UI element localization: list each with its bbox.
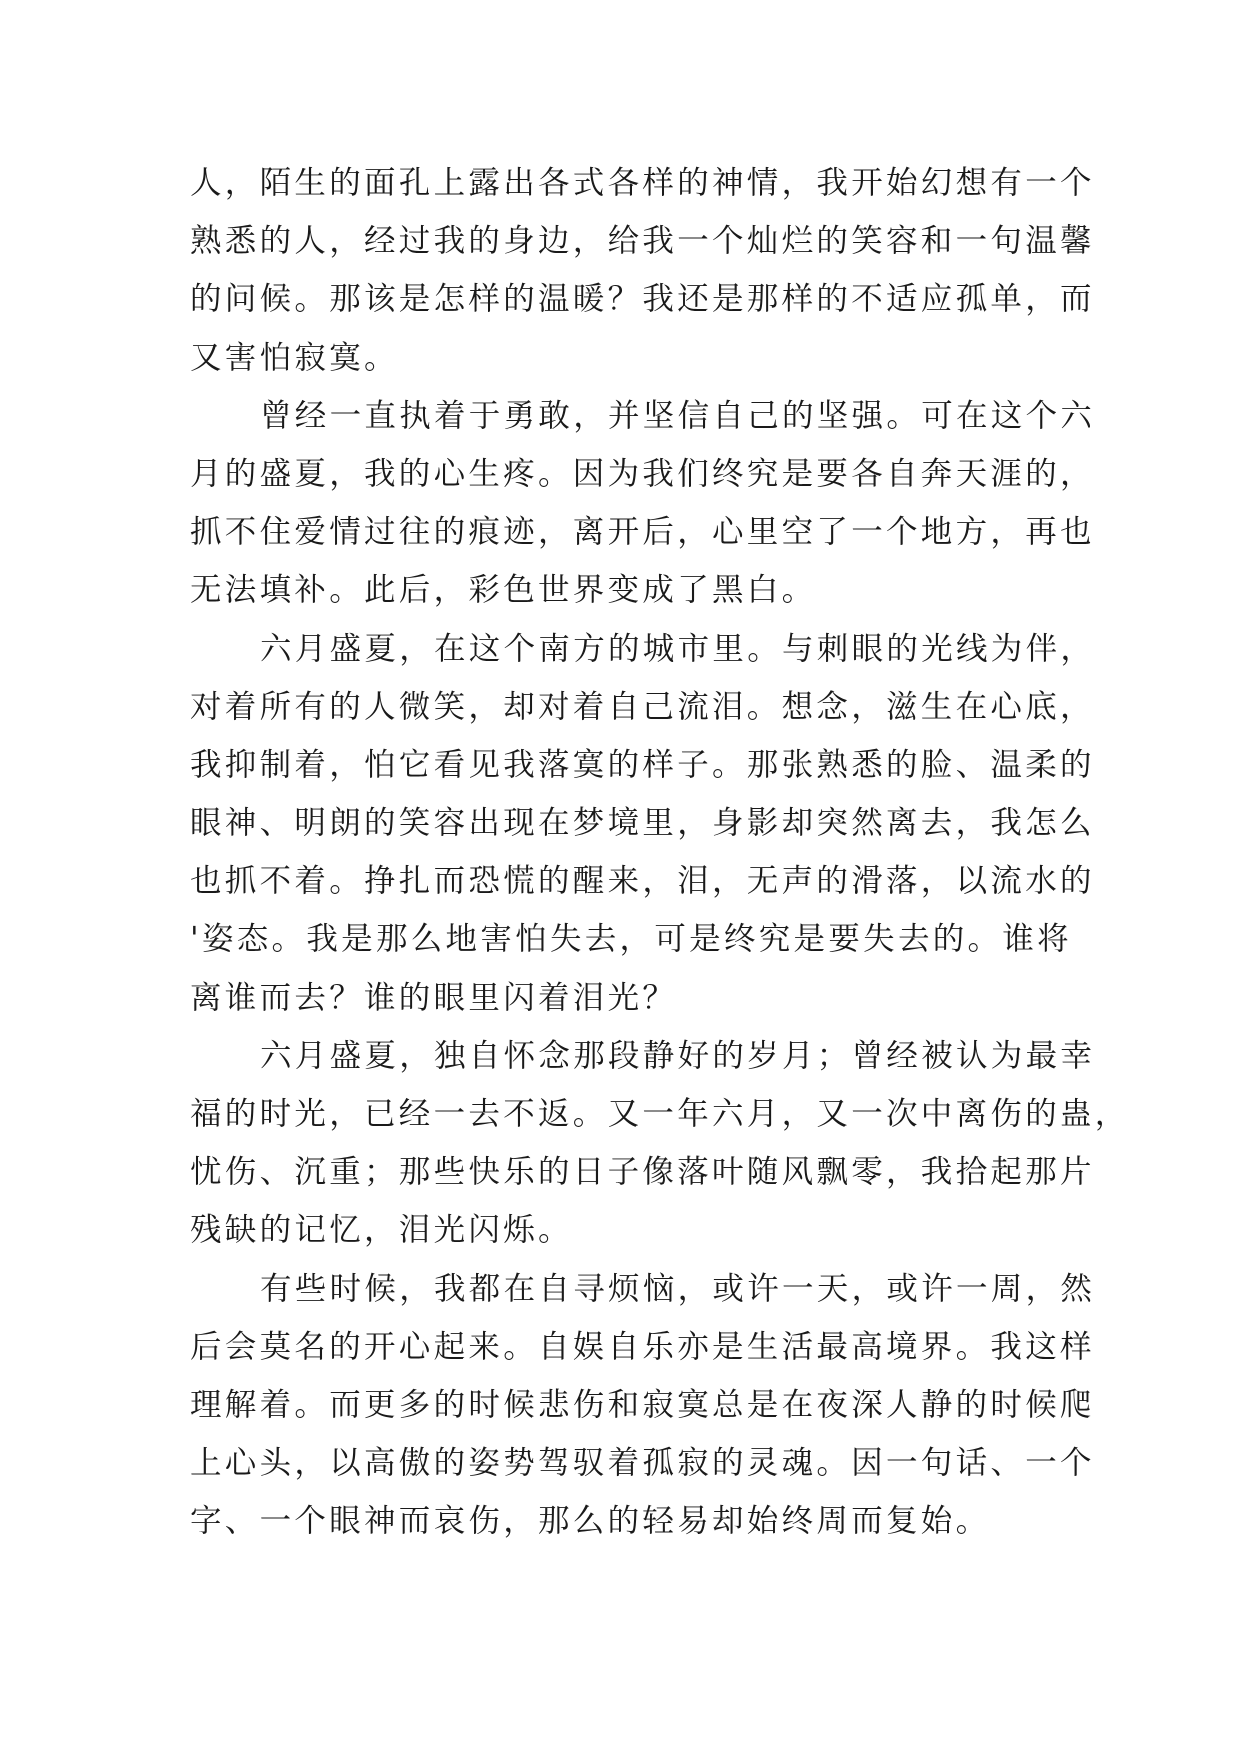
paragraph-first-line: 有些时候，我都在自寻烦恼，或许一天，或许一周，然 — [260, 1270, 1096, 1307]
text-line: 人，陌生的面孔上露出各式各样的神情，我开始幻想有一个 — [190, 165, 1095, 201]
text-line: 眼神、明朗的笑容出现在梦境里，身影却突然离去，我怎么 — [190, 805, 1095, 842]
text-line: '姿态。我是那么地害怕失去，可是终究是要失去的。谁将 — [190, 921, 1072, 958]
paragraph-first-line: 六月盛夏，在这个南方的城市里。与刺眼的光线为伴， — [260, 630, 1096, 667]
text-line: 抓不住爱情过往的痕迹，离开后，心里空了一个地方，再也 — [190, 514, 1095, 551]
text-line: 月的盛夏，我的心生疼。因为我们终究是要各自奔天涯的， — [190, 455, 1095, 492]
text-line: 无法填补。此后，彩色世界变成了黑白。 — [190, 572, 817, 609]
text-line: 理解着。而更多的时候悲伤和寂寞总是在夜深人静的时候爬 — [190, 1386, 1095, 1423]
text-line: 对着所有的人微笑，却对着自己流泪。想念，滋生在心底， — [190, 688, 1095, 725]
text-line: 福的时光，已经一去不返。又一年六月，又一次中离伤的蛊， — [190, 1096, 1130, 1132]
text-line: 上心头，以高傲的姿势驾驭着孤寂的灵魂。因一句话、一个 — [190, 1445, 1095, 1482]
text-line: 又害怕寂寞。 — [190, 339, 399, 376]
text-line: 也抓不着。挣扎而恐慌的醒来，泪，无声的滑落，以流水的 — [190, 863, 1095, 900]
text-line: 字、一个眼神而哀伤，那么的轻易却始终周而复始。 — [190, 1503, 991, 1540]
text-line: 的问候。那该是怎样的温暖？我还是那样的不适应孤单，而 — [190, 281, 1095, 318]
paragraph-first-line: 曾经一直执着于勇敢，并坚信自己的坚强。可在这个六 — [260, 397, 1096, 434]
paragraph-first-line: 六月盛夏，独自怀念那段静好的岁月；曾经被认为最幸 — [260, 1037, 1096, 1074]
body-text — [190, 154, 1130, 1551]
text-line: 忧伤、沉重；那些快乐的日子像落叶随风飘零，我拾起那片 — [190, 1154, 1095, 1191]
text-line: 我抑制着，怕它看见我落寞的样子。那张熟悉的脸、温柔的 — [190, 746, 1095, 783]
text-line: 后会莫名的开心起来。自娱自乐亦是生活最高境界。我这样 — [190, 1328, 1095, 1365]
text-line: 离谁而去？谁的眼里闪着泪光？ — [190, 979, 678, 1016]
text-line: 残缺的记忆，泪光闪烁。 — [190, 1212, 573, 1249]
text-line: 熟悉的人，经过我的身边，给我一个灿烂的笑容和一句温馨 — [190, 223, 1095, 260]
